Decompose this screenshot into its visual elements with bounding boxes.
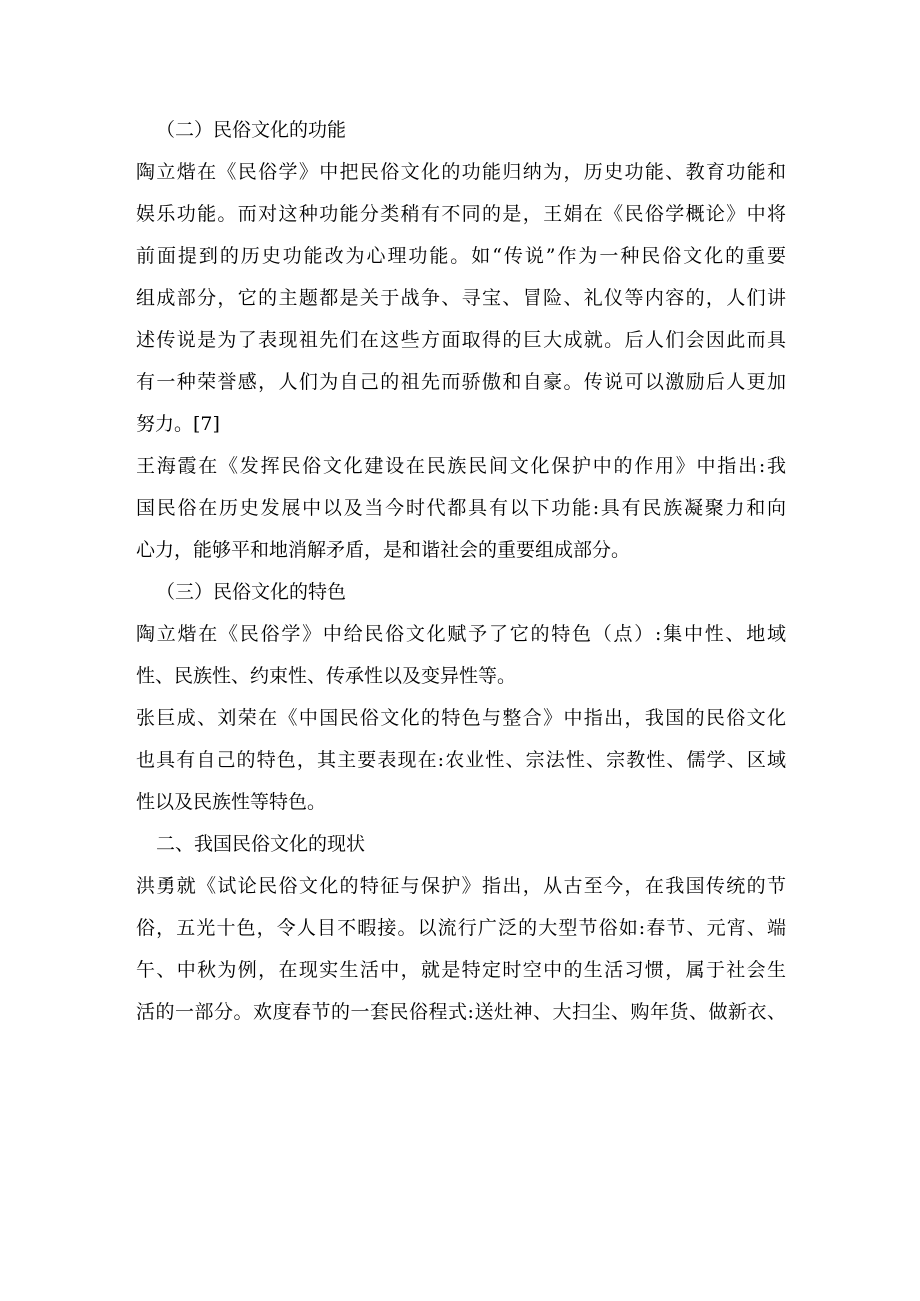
section-heading-status: 二、我国民俗文化的现状 xyxy=(156,833,366,855)
paragraph-zhang-features xyxy=(136,697,786,823)
text-line: 午、中秋为例，在现实生活中，就是特定时空中的生活习惯，属于社会生 xyxy=(136,959,786,981)
paragraph-hong-status xyxy=(136,865,786,1033)
section-heading-functions: （二）民俗文化的功能 xyxy=(156,119,347,141)
text-line: 前面提到的历史功能改为心理功能。如“传说”作为一种民俗文化的重要 xyxy=(136,245,786,267)
paragraph-tao-features xyxy=(136,613,786,697)
text-line: 俗，五光十色，令人目不暇接。以流行广泛的大型节俗如:春节、元宵、端 xyxy=(136,917,786,939)
text-line: 活的一部分。欢度春节的一套民俗程式:送灶神、大扫尘、购年货、做新衣、 xyxy=(136,1001,786,1023)
text-line: 也具有自己的特色，其主要表现在:农业性、宗法性、宗教性、儒学、区域 xyxy=(136,749,786,771)
text-line: 陶立煯在《民俗学》中把民俗文化的功能归纳为，历史功能、教育功能和 xyxy=(136,161,786,183)
paragraph-wang-functions xyxy=(136,445,786,571)
section-heading-features: （三）民俗文化的特色 xyxy=(156,581,347,603)
text-line: 性、民族性、约束性、传承性以及变异性等。 xyxy=(136,665,517,687)
text-line: 张巨成、刘荣在《中国民俗文化的特色与整合》中指出，我国的民俗文化 xyxy=(136,707,786,729)
text-line: 心力，能够平和地消解矛盾，是和谐社会的重要组成部分。 xyxy=(136,539,631,561)
text-line: 性以及民族性等特色。 xyxy=(136,791,327,813)
text-line: 努力。[7] xyxy=(136,413,220,435)
document-body xyxy=(136,109,786,1033)
text-line: 组成部分，它的主题都是关于战争、寻宝、冒险、礼仪等内容的，人们讲 xyxy=(136,287,786,309)
text-line: 陶立煯在《民俗学》中给民俗文化赋予了它的特色（点）:集中性、地域 xyxy=(136,623,786,645)
text-line: 娱乐功能。而对这种功能分类稍有不同的是，王娟在《民俗学概论》中将 xyxy=(136,203,786,225)
text-line: 有一种荣誉感，人们为自己的祖先而骄傲和自豪。传说可以激励后人更加 xyxy=(136,371,786,393)
text-line: 述传说是为了表现祖先们在这些方面取得的巨大成就。后人们会因此而具 xyxy=(136,329,786,351)
text-line: 洪勇就《试论民俗文化的特征与保护》指出，从古至今，在我国传统的节 xyxy=(136,875,786,897)
paragraph-tao-functions xyxy=(136,151,786,445)
text-line: 王海霞在《发挥民俗文化建设在民族民间文化保护中的作用》中指出:我 xyxy=(136,455,786,477)
text-line: 国民俗在历史发展中以及当今时代都具有以下功能:具有民族凝聚力和向 xyxy=(136,497,786,519)
